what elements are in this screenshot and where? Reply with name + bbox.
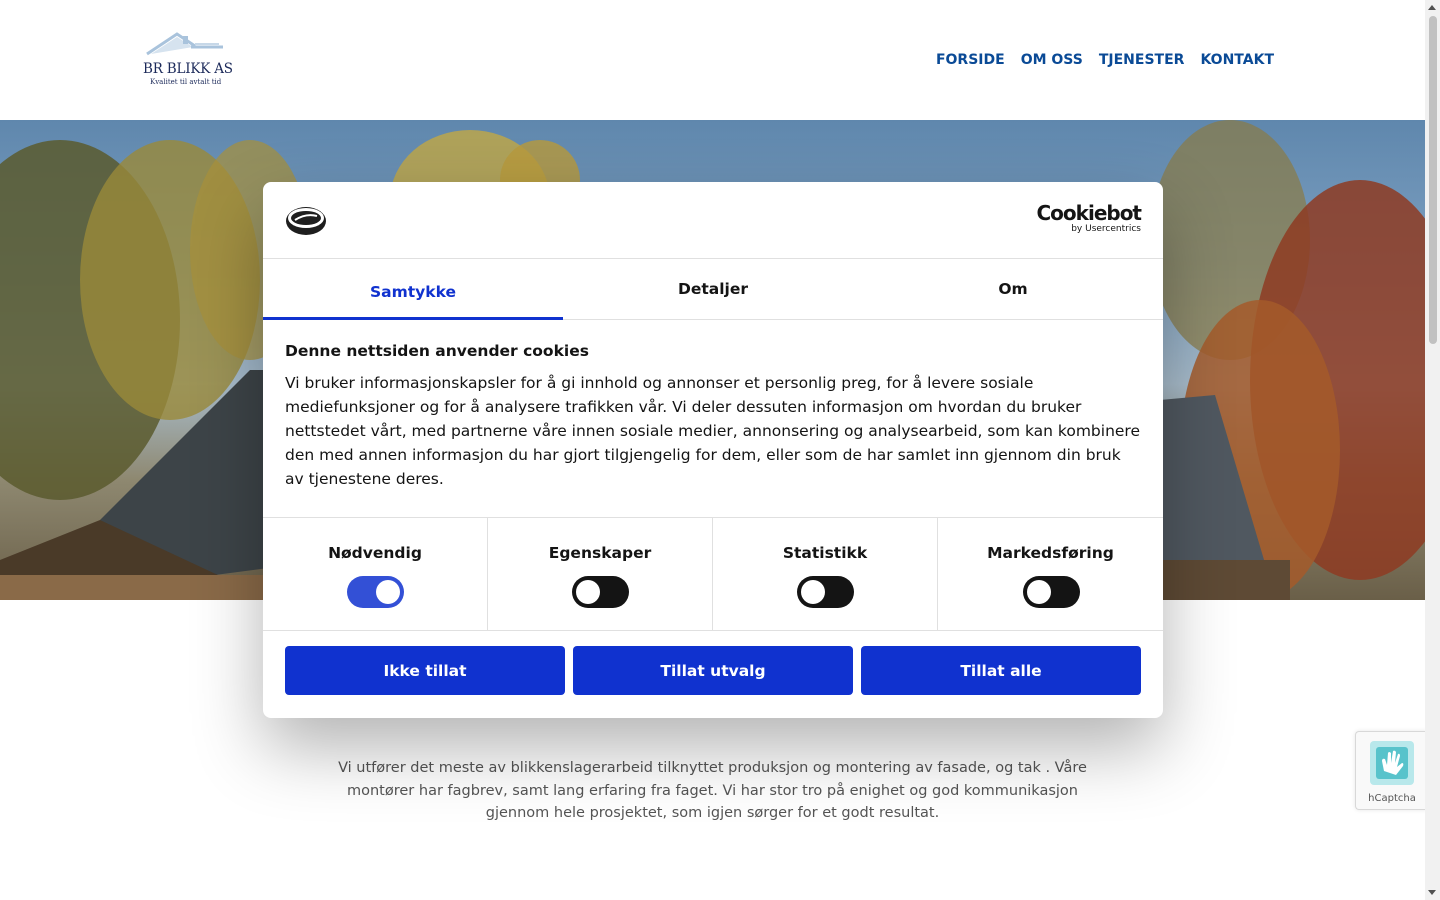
statistics-switch[interactable] [797,576,854,608]
dialog-header [263,182,1163,259]
nav-om-oss[interactable]: OM OSS [1020,52,1083,68]
dialog-title: Denne nettsiden anvender cookies [285,342,589,360]
allow-all-button[interactable]: Tillat alle [861,646,1141,695]
switch-knob [376,580,400,604]
switch-knob [1027,580,1051,604]
necessary-switch[interactable] [347,576,404,608]
toggle-necessary [263,518,488,631]
nav-kontakt[interactable]: KONTAKT [1200,52,1274,68]
switch-knob [801,580,825,604]
cookiebot-sub: by Usercentrics [1071,224,1141,234]
toggle-statistics [713,518,938,631]
dialog-text: Vi bruker informasjonskapsler for å gi innhold og annonser et personlig preg, for å levere sosiale mediefunksjoner og for å analysere trafikken vår. Vi deler dessuten informasjon om hvordan du bruker nettstedet vårt, med partnerne våre innen sosiale medier, annonsering og analysearbeid, som kan kombinere den med annen informasjon du har gjort tilgjengelig for dem, eller som de har samlet inn gjennom din bruk av tjenestene deres. [285,374,1141,488]
toggle-preferences [488,518,713,631]
tab-samtykke[interactable]: Samtykke [263,259,563,319]
scroll-up-arrow-icon[interactable] [1428,5,1436,10]
dialog-body [285,342,1141,491]
cookie-consent-dialog [263,182,1163,718]
site-cookie-logo-icon [285,204,327,236]
cookiebot-name: Cookiebot [1036,201,1141,225]
nav-tjenester[interactable]: TJENESTER [1098,52,1185,68]
logo-name: BR BLIKK AS [143,61,233,77]
tab-detaljer[interactable]: Detaljer [677,280,749,298]
cookiebot-brand[interactable] [1037,202,1142,234]
toggle-label: Statistikk [782,544,868,562]
deny-button[interactable]: Ikke tillat [285,646,565,695]
tab-om[interactable]: Om [998,280,1028,298]
dialog-tabs [263,259,1163,320]
dialog-buttons [285,646,1141,695]
hcaptcha-icon [1366,737,1418,789]
switch-knob [576,580,600,604]
marketing-switch[interactable] [1023,576,1080,608]
preferences-switch[interactable] [572,576,629,608]
toggle-label: Markedsføring [987,544,1114,562]
allow-selection-button[interactable]: Tillat utvalg [573,646,853,695]
site-header [0,0,1425,120]
logo-tagline: Kvalitet til avtalt tid [150,78,222,86]
scroll-thumb[interactable] [1429,16,1437,344]
toggle-marketing [938,518,1163,631]
consent-toggles [263,517,1163,631]
hcaptcha-label: hCaptcha [1368,793,1416,804]
toggle-label: Egenskaper [548,544,652,562]
intro-text: Vi utfører det meste av blikkenslagerarbeid tilknyttet produksjon og montering av fasade, og tak . Våre montører har fagbrev, samt lang erfaring fra faget. Vi har stor tro på enighet og god kommunikasjon gjennom hele prosjektet, som igjen sørger for et godt resultat. [338,760,1087,821]
nav-forside[interactable]: FORSIDE [935,52,1005,68]
site-logo[interactable] [143,32,233,90]
main-nav [936,52,1274,68]
toggle-label: Nødvendig [328,544,422,562]
scroll-down-arrow-icon[interactable] [1428,890,1436,895]
house-roof-icon [145,32,223,56]
page-scrollbar[interactable] [1425,0,1440,900]
hcaptcha-badge[interactable] [1355,731,1427,810]
